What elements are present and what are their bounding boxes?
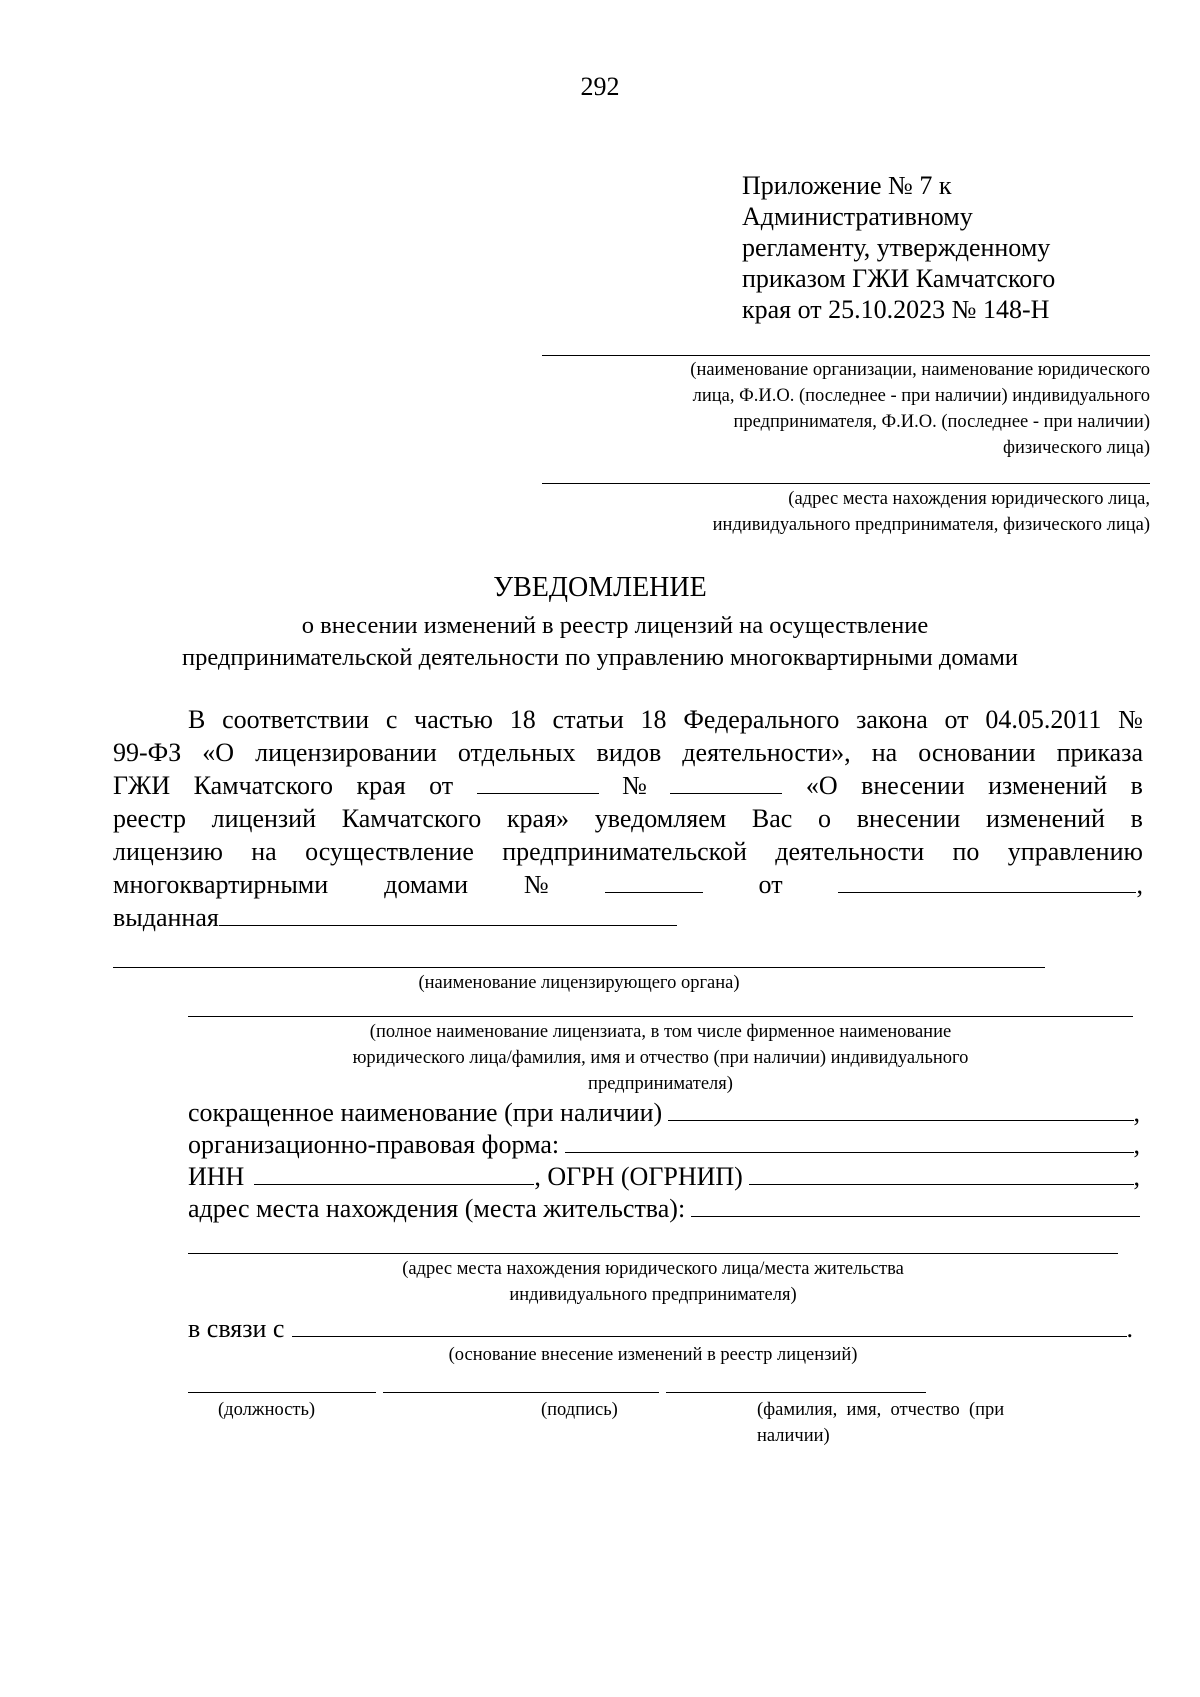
license-date-group xyxy=(838,870,1143,900)
word: деятельности», xyxy=(682,738,851,767)
caption-line: (полное наименование лицензиата, в том числе фирменное наименование xyxy=(369,1022,952,1042)
word: Камчатского xyxy=(341,804,482,833)
caption-line: индивидуального предпринимателя, физического лица) xyxy=(712,515,1150,535)
word: деятельности xyxy=(775,837,925,866)
legal-form-blank[interactable] xyxy=(565,1130,1133,1153)
word: Федерального xyxy=(683,705,840,734)
licensee-address-line xyxy=(188,1253,1118,1254)
word: 18 xyxy=(640,705,667,734)
document-subtitle-line-1: о внесении изменений в реестр лицензий на осуществление xyxy=(301,612,929,639)
recipient-address-line xyxy=(542,483,1150,484)
licensing-body-line xyxy=(113,967,1045,968)
body-line-1 xyxy=(188,705,1143,735)
inn-ogrn-field xyxy=(188,1162,1140,1192)
word: «О xyxy=(805,771,838,800)
word: многоквартирными xyxy=(113,870,329,899)
caption-line: (фамилия, имя, отчество (при xyxy=(757,1400,1005,1420)
issued-by-blank[interactable] xyxy=(219,903,677,926)
caption-line: (наименование организации, наименование юридического xyxy=(690,360,1150,380)
word: внесении xyxy=(856,804,961,833)
word: от xyxy=(944,705,969,734)
inn-blank[interactable] xyxy=(254,1162,534,1185)
field-label: ИНН xyxy=(188,1162,245,1191)
word: Вас xyxy=(751,804,793,833)
word: ГЖИ xyxy=(113,771,171,800)
word: частью xyxy=(414,705,493,734)
field-label: , ОГРН (ОГРНИП) xyxy=(534,1162,743,1191)
appendix-line: Приложение № 7 к xyxy=(742,171,952,200)
caption-line: предпринимателя) xyxy=(588,1074,733,1094)
word: с xyxy=(385,705,398,734)
short-name-field xyxy=(188,1098,1140,1128)
word: № xyxy=(523,870,549,899)
ogrn-blank[interactable] xyxy=(749,1162,1134,1185)
body-line-5 xyxy=(113,837,1143,867)
position-line[interactable] xyxy=(188,1392,376,1393)
word: отдельных xyxy=(457,738,576,767)
address-blank[interactable] xyxy=(691,1194,1140,1217)
word: основании xyxy=(918,738,1036,767)
word: В xyxy=(188,705,206,734)
body-line-7 xyxy=(113,903,677,933)
reason-field xyxy=(188,1314,1133,1344)
word: лицензию xyxy=(113,837,223,866)
caption-line: юридического лица/фамилия, имя и отчество (при наличии) индивидуального xyxy=(352,1048,969,1068)
word: изменений xyxy=(985,804,1105,833)
word: приказа xyxy=(1056,738,1143,767)
word: осуществление xyxy=(305,837,474,866)
license-date-blank[interactable] xyxy=(838,870,1136,893)
document-title: УВЕДОМЛЕНИЕ xyxy=(493,572,707,603)
word: в xyxy=(1130,771,1143,800)
reason-blank[interactable] xyxy=(292,1314,1126,1337)
word: управлению xyxy=(1007,837,1143,866)
comma: , xyxy=(1133,1130,1140,1159)
word: лицензировании xyxy=(255,738,437,767)
word: изменений xyxy=(988,771,1108,800)
comma: , xyxy=(1136,870,1143,899)
signature-caption: (подпись) xyxy=(541,1400,618,1420)
comma: , xyxy=(1133,1162,1140,1191)
short-name-blank[interactable] xyxy=(668,1098,1133,1121)
word: выданная xyxy=(113,903,219,932)
word: в xyxy=(1130,804,1143,833)
legal-form-field xyxy=(188,1130,1140,1160)
word: № xyxy=(622,771,647,800)
word: 99-ФЗ xyxy=(113,738,182,767)
recipient-name-caption xyxy=(690,357,1150,461)
word: реестр xyxy=(113,804,186,833)
order-number-blank[interactable] xyxy=(670,771,782,794)
order-date-blank[interactable] xyxy=(477,771,599,794)
recipient-name-line xyxy=(542,355,1150,356)
word: 04.05.2011 xyxy=(985,705,1102,734)
body-line-3 xyxy=(113,771,1143,801)
body-line-6 xyxy=(113,870,1143,900)
word: на xyxy=(871,738,898,767)
fio-caption xyxy=(757,1397,1055,1449)
word: внесении xyxy=(861,771,965,800)
word: края xyxy=(356,771,406,800)
field-label: сокращенное наименование (при наличии) xyxy=(188,1098,663,1127)
word: от xyxy=(429,771,454,800)
signature-line[interactable] xyxy=(383,1392,659,1393)
word: предпринимательской xyxy=(502,837,747,866)
word: о xyxy=(818,804,832,833)
word: от xyxy=(758,870,783,899)
word: 18 xyxy=(509,705,536,734)
recipient-address-caption xyxy=(713,486,1150,538)
word: закона xyxy=(856,705,928,734)
caption-line: индивидуального предпринимателя) xyxy=(509,1285,797,1305)
licensee-caption xyxy=(188,1019,1133,1097)
word: Камчатского xyxy=(193,771,334,800)
caption-line: физического лица) xyxy=(1003,438,1150,458)
appendix-line: края от 25.10.2023 № 148-Н xyxy=(742,295,1050,324)
word: по xyxy=(952,837,980,866)
word: домами xyxy=(384,870,469,899)
field-label: организационно-правовая форма: xyxy=(188,1130,560,1159)
address-field xyxy=(188,1194,1140,1224)
document-subtitle-line-2: предпринимательской деятельности по управлению многоквартирными домами xyxy=(182,644,1018,671)
reason-caption: (основание внесение изменений в реестр лицензий) xyxy=(448,1345,858,1365)
appendix-note xyxy=(742,170,1055,325)
caption-line: наличии) xyxy=(757,1426,830,1446)
appendix-line: Административному xyxy=(742,202,973,231)
caption-line: (адрес места нахождения юридического лица/места жительства xyxy=(402,1259,904,1279)
position-caption: (должность) xyxy=(218,1400,316,1420)
license-number-blank[interactable] xyxy=(605,870,703,893)
field-label: адрес места нахождения (места жительства): xyxy=(188,1194,686,1223)
word: на xyxy=(251,837,277,866)
word: № xyxy=(1118,705,1143,734)
caption-line: лица, Ф.И.О. (последнее - при наличии) индивидуального xyxy=(692,386,1150,406)
word: соответствии xyxy=(222,705,370,734)
appendix-line: приказом ГЖИ Камчатского xyxy=(742,264,1056,293)
fio-line[interactable] xyxy=(666,1392,926,1393)
body-line-2 xyxy=(113,738,1143,768)
word: видов xyxy=(596,738,662,767)
body-line-4 xyxy=(113,804,1143,834)
caption-line: предпринимателя, Ф.И.О. (последнее - при наличии) xyxy=(733,412,1150,432)
comma: , xyxy=(1133,1098,1140,1127)
word: уведомляем xyxy=(594,804,727,833)
word: края» xyxy=(506,804,570,833)
word: статьи xyxy=(552,705,624,734)
appendix-line: регламенту, утвержденному xyxy=(742,233,1051,262)
field-label: в связи с xyxy=(188,1314,285,1343)
word: «О xyxy=(202,738,235,767)
word: лицензий xyxy=(211,804,317,833)
caption-line: (адрес места нахождения юридического лица, xyxy=(788,489,1150,509)
page-number: 292 xyxy=(580,72,620,101)
licensing-body-caption: (наименование лицензирующего органа) xyxy=(418,973,740,993)
licensee-address-caption xyxy=(188,1256,1118,1308)
period: . xyxy=(1126,1314,1133,1343)
licensee-name-line xyxy=(188,1016,1133,1017)
